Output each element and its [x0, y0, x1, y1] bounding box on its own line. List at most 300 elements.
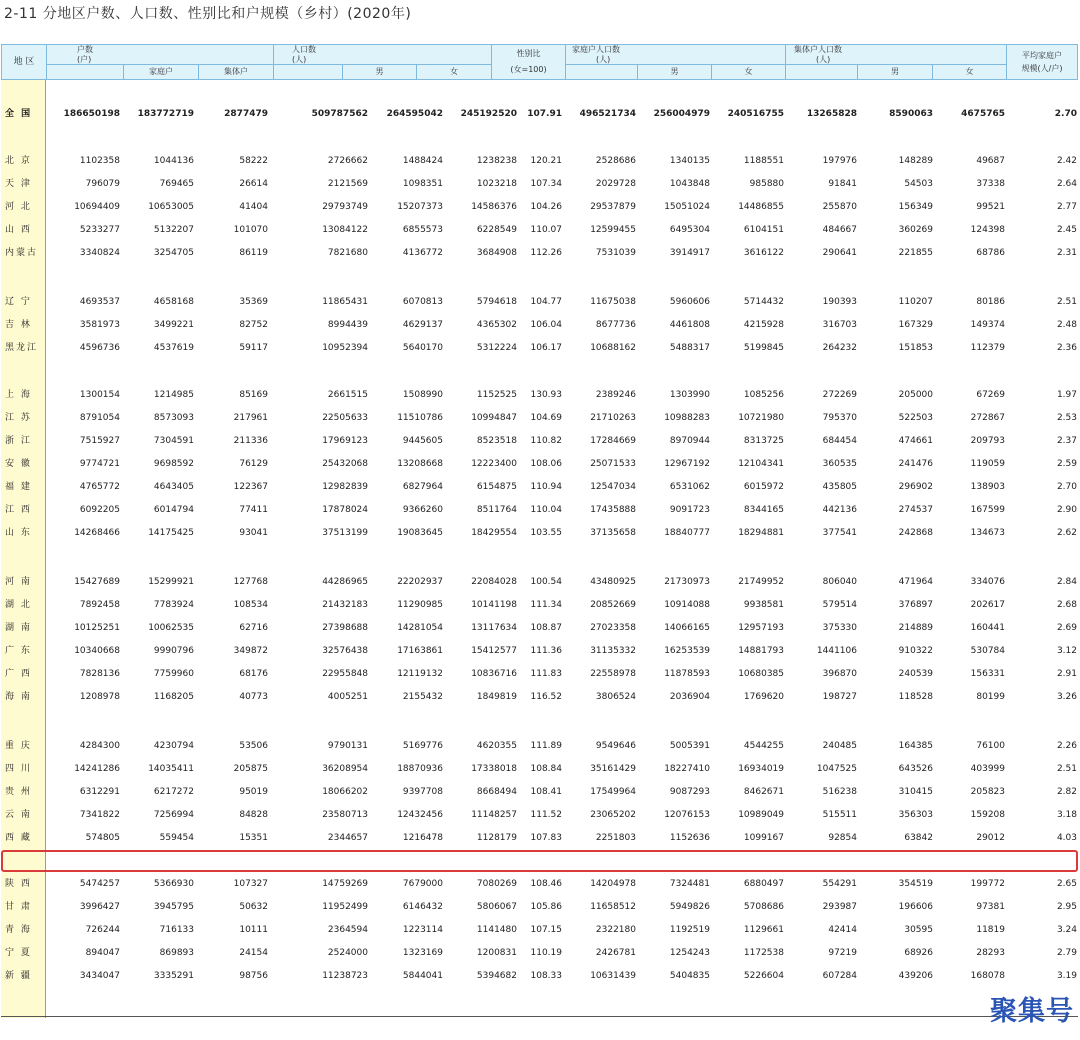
table-cell: 3.24: [1056, 925, 1077, 935]
table-cell: 240539: [898, 669, 933, 679]
table-cell: 108.41: [530, 787, 562, 797]
header-family-pop-unit: (人): [596, 54, 611, 64]
table-cell: 2.62: [1056, 528, 1077, 538]
table-cell: 643526: [898, 764, 933, 774]
table-row: [1, 384, 1078, 407]
region-name: 天 津: [5, 179, 32, 189]
table-cell: 7679000: [402, 879, 443, 889]
table-cell: 2661515: [327, 390, 368, 400]
table-cell: 1128179: [476, 833, 517, 843]
table-cell: 91841: [828, 179, 857, 189]
table-cell: 1102358: [79, 156, 120, 166]
table-cell: 1214985: [153, 390, 194, 400]
table-cell: 37135658: [590, 528, 636, 538]
table-cell: 7304591: [153, 436, 194, 446]
table-cell: 4005251: [327, 692, 368, 702]
table-cell: 2.51: [1056, 297, 1077, 307]
table-cell: 574805: [85, 833, 120, 843]
table-cell: 12957193: [738, 623, 784, 633]
table-cell: 1303990: [669, 390, 710, 400]
table-cell: 211336: [233, 436, 268, 446]
table-bottom-border: [1, 1016, 1078, 1017]
region-name: 四 川: [5, 764, 32, 774]
table-row: [1, 291, 1078, 314]
table-cell: 8523518: [476, 436, 517, 446]
table-cell: 1192519: [669, 925, 710, 935]
table-row: [1, 919, 1078, 942]
table-cell: 2.95: [1056, 902, 1077, 912]
table-cell: 5404835: [669, 971, 710, 981]
table-cell: 9445605: [402, 436, 443, 446]
table-cell: 77411: [239, 505, 268, 515]
table-cell: 42414: [828, 925, 857, 935]
table-cell: 35161429: [590, 764, 636, 774]
region-name: 吉 林: [5, 320, 32, 330]
header-family-pop-label: 家庭户人口数: [572, 44, 620, 54]
table-cell: 80199: [976, 692, 1005, 702]
table-cell: 375330: [822, 623, 857, 633]
table-cell: 1188551: [743, 156, 784, 166]
table-cell: 2344657: [327, 833, 368, 843]
table-cell: 14241286: [74, 764, 120, 774]
table-cell: 290641: [822, 248, 857, 258]
table-row: [1, 942, 1078, 965]
table-cell: 8573093: [153, 413, 194, 423]
table-cell: 8791054: [79, 413, 120, 423]
table-cell: 40773: [239, 692, 268, 702]
table-cell: 93041: [239, 528, 268, 538]
table-cell: 6104151: [743, 225, 784, 235]
table-cell: 183772719: [137, 109, 194, 119]
table-row: [1, 150, 1078, 173]
table-cell: 10631439: [590, 971, 636, 981]
table-cell: 403999: [970, 764, 1005, 774]
table-cell: 10989049: [738, 810, 784, 820]
table-cell: 118528: [898, 692, 933, 702]
header-population-label: 人口数: [292, 44, 316, 54]
table-cell: 22505633: [322, 413, 368, 423]
header-population-unit: (人): [292, 54, 307, 64]
table-cell: 21730973: [664, 577, 710, 587]
table-cell: 4693537: [79, 297, 120, 307]
table-cell: 6015972: [743, 482, 784, 492]
table-cell: 17338018: [471, 764, 517, 774]
table-cell: 5366930: [153, 879, 194, 889]
table-cell: 58222: [239, 156, 268, 166]
table-cell: 4461808: [669, 320, 710, 330]
table-cell: 110.19: [530, 948, 562, 958]
table-cell: 7515927: [79, 436, 120, 446]
table-cell: 2726662: [327, 156, 368, 166]
table-cell: 159208: [970, 810, 1005, 820]
table-cell: 110.94: [530, 482, 562, 492]
table-cell: 2.42: [1056, 156, 1077, 166]
table-cell: 5806067: [476, 902, 517, 912]
table-cell: 99521: [976, 202, 1005, 212]
header-collective-pop-blank: [785, 64, 858, 80]
table-cell: 97219: [828, 948, 857, 958]
table-cell: 4136772: [402, 248, 443, 258]
table-cell: 439206: [898, 971, 933, 981]
table-cell: 3996427: [79, 902, 120, 912]
table-cell: 7759960: [153, 669, 194, 679]
table-cell: 156349: [898, 202, 933, 212]
table-cell: 3340824: [79, 248, 120, 258]
header-avg-size-label: 平均家庭户: [1022, 51, 1062, 60]
table-cell: 5199845: [743, 343, 784, 353]
table-cell: 13208668: [397, 459, 443, 469]
table-cell: 209793: [970, 436, 1005, 446]
header-collective-female: 女: [932, 64, 1007, 80]
table-cell: 27023358: [590, 623, 636, 633]
region-name: 河 南: [5, 577, 32, 587]
table-cell: 6146432: [402, 902, 443, 912]
table-cell: 255870: [822, 202, 857, 212]
table-cell: 17969123: [322, 436, 368, 446]
table-cell: 2.65: [1056, 879, 1077, 889]
table-cell: 13265828: [806, 109, 857, 119]
table-cell: 44286965: [322, 577, 368, 587]
table-cell: 11878593: [664, 669, 710, 679]
table-cell: 360269: [898, 225, 933, 235]
table-cell: 3581973: [79, 320, 120, 330]
table-cell: 15207373: [397, 202, 443, 212]
table-cell: 2.36: [1056, 343, 1077, 353]
table-row: [1, 522, 1078, 545]
table-cell: 360535: [822, 459, 857, 469]
table-cell: 110.07: [530, 225, 562, 235]
table-cell: 84828: [239, 810, 268, 820]
table-cell: 7892458: [79, 600, 120, 610]
header-family-pop: [565, 44, 786, 65]
table-cell: 2.59: [1056, 459, 1077, 469]
table-cell: 17284669: [590, 436, 636, 446]
table-cell: 6495304: [669, 225, 710, 235]
table-cell: 442136: [822, 505, 857, 515]
table-cell: 894047: [85, 948, 120, 958]
table-cell: 217961: [233, 413, 268, 423]
table-cell: 910322: [898, 646, 933, 656]
table-cell: 6154875: [476, 482, 517, 492]
table-cell: 559454: [159, 833, 194, 843]
table-cell: 7531039: [595, 248, 636, 258]
table-row: [1, 173, 1078, 196]
table-cell: 76100: [976, 741, 1005, 751]
table-cell: 2.70: [1054, 109, 1077, 119]
table-cell: 107.34: [530, 179, 562, 189]
table-cell: 11238723: [322, 971, 368, 981]
table-cell: 806040: [822, 577, 857, 587]
table-cell: 4284300: [79, 741, 120, 751]
region-name: 广 西: [5, 669, 32, 679]
data-table: [1, 44, 1078, 1018]
table-cell: 31135332: [590, 646, 636, 656]
table-cell: 12104341: [738, 459, 784, 469]
region-name: 贵 州: [5, 787, 32, 797]
table-cell: 27398688: [322, 623, 368, 633]
table-cell: 8970944: [669, 436, 710, 446]
table-cell: 68176: [239, 669, 268, 679]
table-cell: 17878024: [322, 505, 368, 515]
table-cell: 515511: [822, 810, 857, 820]
table-row: [1, 827, 1078, 850]
table-cell: 684454: [822, 436, 857, 446]
table-cell: 28293: [976, 948, 1005, 958]
table-cell: 1488424: [402, 156, 443, 166]
table-cell: 29793749: [322, 202, 368, 212]
table-cell: 14881793: [738, 646, 784, 656]
table-cell: 2.69: [1056, 623, 1077, 633]
table-cell: 9790131: [327, 741, 368, 751]
table-cell: 6217272: [153, 787, 194, 797]
table-cell: 471964: [898, 577, 933, 587]
region-name: 内蒙古: [5, 248, 39, 258]
table-cell: 17435888: [590, 505, 636, 515]
table-header: [1, 44, 1078, 80]
table-cell: 1508990: [402, 390, 443, 400]
table-cell: 6827964: [402, 482, 443, 492]
table-cell: 8590063: [889, 109, 933, 119]
table-cell: 199772: [970, 879, 1005, 889]
table-cell: 2.91: [1056, 669, 1077, 679]
table-cell: 11952499: [322, 902, 368, 912]
table-cell: 496521734: [579, 109, 636, 119]
header-region: 地 区: [1, 44, 47, 80]
table-cell: 484667: [822, 225, 857, 235]
table-cell: 41404: [239, 202, 268, 212]
table-cell: 310415: [898, 787, 933, 797]
table-cell: 9091723: [669, 505, 710, 515]
table-cell: 8668494: [476, 787, 517, 797]
table-cell: 18227410: [664, 764, 710, 774]
table-cell: 3499221: [153, 320, 194, 330]
table-cell: 14486855: [738, 202, 784, 212]
table-cell: 7783924: [153, 600, 194, 610]
region-name: 北 京: [5, 156, 32, 166]
table-cell: 19083645: [397, 528, 443, 538]
region-name: 山 西: [5, 225, 32, 235]
table-cell: 134673: [970, 528, 1005, 538]
table-cell: 3806524: [595, 692, 636, 702]
table-cell: 35369: [239, 297, 268, 307]
table-cell: 10111: [239, 925, 268, 935]
table-cell: 124398: [970, 225, 1005, 235]
table-cell: 12547034: [590, 482, 636, 492]
table-cell: 18294881: [738, 528, 784, 538]
table-cell: 1168205: [153, 692, 194, 702]
table-cell: 107.83: [530, 833, 562, 843]
table-cell: 43480925: [590, 577, 636, 587]
table-cell: 22955848: [322, 669, 368, 679]
table-row: [1, 896, 1078, 919]
table-row: [1, 196, 1078, 219]
region-name: 福 建: [5, 482, 32, 492]
table-cell: 18870936: [397, 764, 443, 774]
table-cell: 1441106: [816, 646, 857, 656]
table-cell: 2.51: [1056, 764, 1077, 774]
table-cell: 9990796: [153, 646, 194, 656]
table-cell: 2.90: [1056, 505, 1077, 515]
table-cell: 7341822: [79, 810, 120, 820]
table-cell: 2322180: [595, 925, 636, 935]
table-cell: 108.46: [530, 879, 562, 889]
table-row: [1, 758, 1078, 781]
table-cell: 4230794: [153, 741, 194, 751]
region-name: 西 藏: [5, 833, 32, 843]
region-name: 甘 肃: [5, 902, 32, 912]
table-cell: 106.17: [530, 343, 562, 353]
table-cell: 5312224: [476, 343, 517, 353]
table-row: [1, 476, 1078, 499]
table-cell: 107.15: [530, 925, 562, 935]
table-cell: 2.64: [1056, 179, 1077, 189]
table-cell: 10141198: [471, 600, 517, 610]
region-name: 江 苏: [5, 413, 32, 423]
table-cell: 9698592: [153, 459, 194, 469]
table-cell: 205000: [898, 390, 933, 400]
header-collective-pop-unit: (人): [816, 54, 831, 64]
table-cell: 138903: [970, 482, 1005, 492]
table-cell: 1849819: [476, 692, 517, 702]
table-cell: 1047525: [816, 764, 857, 774]
table-cell: 107.91: [527, 109, 562, 119]
table-cell: 2.37: [1056, 436, 1077, 446]
table-cell: 1300154: [79, 390, 120, 400]
table-cell: 14175425: [148, 528, 194, 538]
table-cell: 5169776: [402, 741, 443, 751]
table-cell: 104.26: [530, 202, 562, 212]
table-cell: 296902: [898, 482, 933, 492]
table-cell: 1023218: [476, 179, 517, 189]
table-cell: 21749952: [738, 577, 784, 587]
table-cell: 13117634: [471, 623, 517, 633]
table-cell: 1238238: [476, 156, 517, 166]
table-cell: 59117: [239, 343, 268, 353]
table-cell: 985880: [749, 179, 784, 189]
table-cell: 11510786: [397, 413, 443, 423]
header-households-span: [123, 44, 274, 65]
table-cell: 9774721: [79, 459, 120, 469]
table-cell: 205823: [970, 787, 1005, 797]
table-cell: 86119: [239, 248, 268, 258]
table-cell: 9366260: [402, 505, 443, 515]
table-cell: 10914088: [664, 600, 710, 610]
table-cell: 14204978: [590, 879, 636, 889]
table-cell: 272269: [822, 390, 857, 400]
table-cell: 4.03: [1056, 833, 1077, 843]
table-row: [1, 571, 1078, 594]
table-cell: 3.12: [1056, 646, 1077, 656]
region-name: 河 北: [5, 202, 32, 212]
table-cell: 149374: [970, 320, 1005, 330]
table-cell: 3335291: [153, 971, 194, 981]
table-cell: 3.19: [1056, 971, 1077, 981]
table-cell: 20852669: [590, 600, 636, 610]
table-cell: 12223400: [471, 459, 517, 469]
table-row: [1, 314, 1078, 337]
region-name: 黑龙江: [5, 343, 39, 353]
table-cell: 2.53: [1056, 413, 1077, 423]
table-cell: 63842: [904, 833, 933, 843]
table-cell: 8344165: [743, 505, 784, 515]
table-cell: 111.89: [530, 741, 562, 751]
region-name: 山 东: [5, 528, 32, 538]
table-cell: 54503: [904, 179, 933, 189]
table-cell: 97381: [976, 902, 1005, 912]
header-households: [46, 44, 124, 65]
table-cell: 12119132: [397, 669, 443, 679]
table-cell: 12982839: [322, 482, 368, 492]
table-cell: 10340668: [74, 646, 120, 656]
table-cell: 2426781: [595, 948, 636, 958]
header-population: [273, 44, 492, 65]
table-cell: 579514: [822, 600, 857, 610]
table-cell: 377541: [822, 528, 857, 538]
table-cell: 9397708: [402, 787, 443, 797]
table-cell: 7256994: [153, 810, 194, 820]
table-cell: 6880497: [743, 879, 784, 889]
table-cell: 241476: [898, 459, 933, 469]
table-cell: 316703: [822, 320, 857, 330]
table-cell: 9549646: [595, 741, 636, 751]
table-cell: 108.87: [530, 623, 562, 633]
header-population-blank: [273, 64, 343, 80]
table-cell: 2877479: [224, 109, 268, 119]
header-family-households: 家庭户: [123, 64, 199, 80]
table-cell: 190393: [822, 297, 857, 307]
table-cell: 796079: [85, 179, 120, 189]
table-cell: 10653005: [148, 202, 194, 212]
table-cell: 112379: [970, 343, 1005, 353]
table-cell: 18840777: [664, 528, 710, 538]
header-avg-size-unit: 规模(人/户): [1021, 64, 1063, 73]
table-cell: 16934019: [738, 764, 784, 774]
table-cell: 11675038: [590, 297, 636, 307]
table-cell: 110207: [898, 297, 933, 307]
table-cell: 7821680: [327, 248, 368, 258]
table-cell: 29537879: [590, 202, 636, 212]
table-row: [1, 663, 1078, 686]
header-households-unit: (户): [77, 54, 92, 64]
table-cell: 21432183: [322, 600, 368, 610]
table-cell: 18066202: [322, 787, 368, 797]
table-cell: 10688162: [590, 343, 636, 353]
table-cell: 4596736: [79, 343, 120, 353]
table-cell: 29012: [976, 833, 1005, 843]
table-cell: 76129: [239, 459, 268, 469]
table-row: [1, 873, 1078, 896]
table-cell: 242868: [898, 528, 933, 538]
region-name: 云 南: [5, 810, 32, 820]
table-cell: 196606: [898, 902, 933, 912]
table-cell: 10721980: [738, 413, 784, 423]
table-cell: 1152525: [476, 390, 517, 400]
table-cell: 186650198: [63, 109, 120, 119]
header-collective-households: 集体户: [198, 64, 274, 80]
table-cell: 716133: [159, 925, 194, 935]
table-cell: 274537: [898, 505, 933, 515]
table-cell: 726244: [85, 925, 120, 935]
table-cell: 1200831: [476, 948, 517, 958]
table-cell: 168078: [970, 971, 1005, 981]
region-name: 浙 江: [5, 436, 32, 446]
watermark: 聚集号: [990, 996, 1074, 1027]
table-cell: 6014794: [153, 505, 194, 515]
table-cell: 108.06: [530, 459, 562, 469]
table-cell: 13084122: [322, 225, 368, 235]
table-cell: 509787562: [311, 109, 368, 119]
table-cell: 95019: [239, 787, 268, 797]
